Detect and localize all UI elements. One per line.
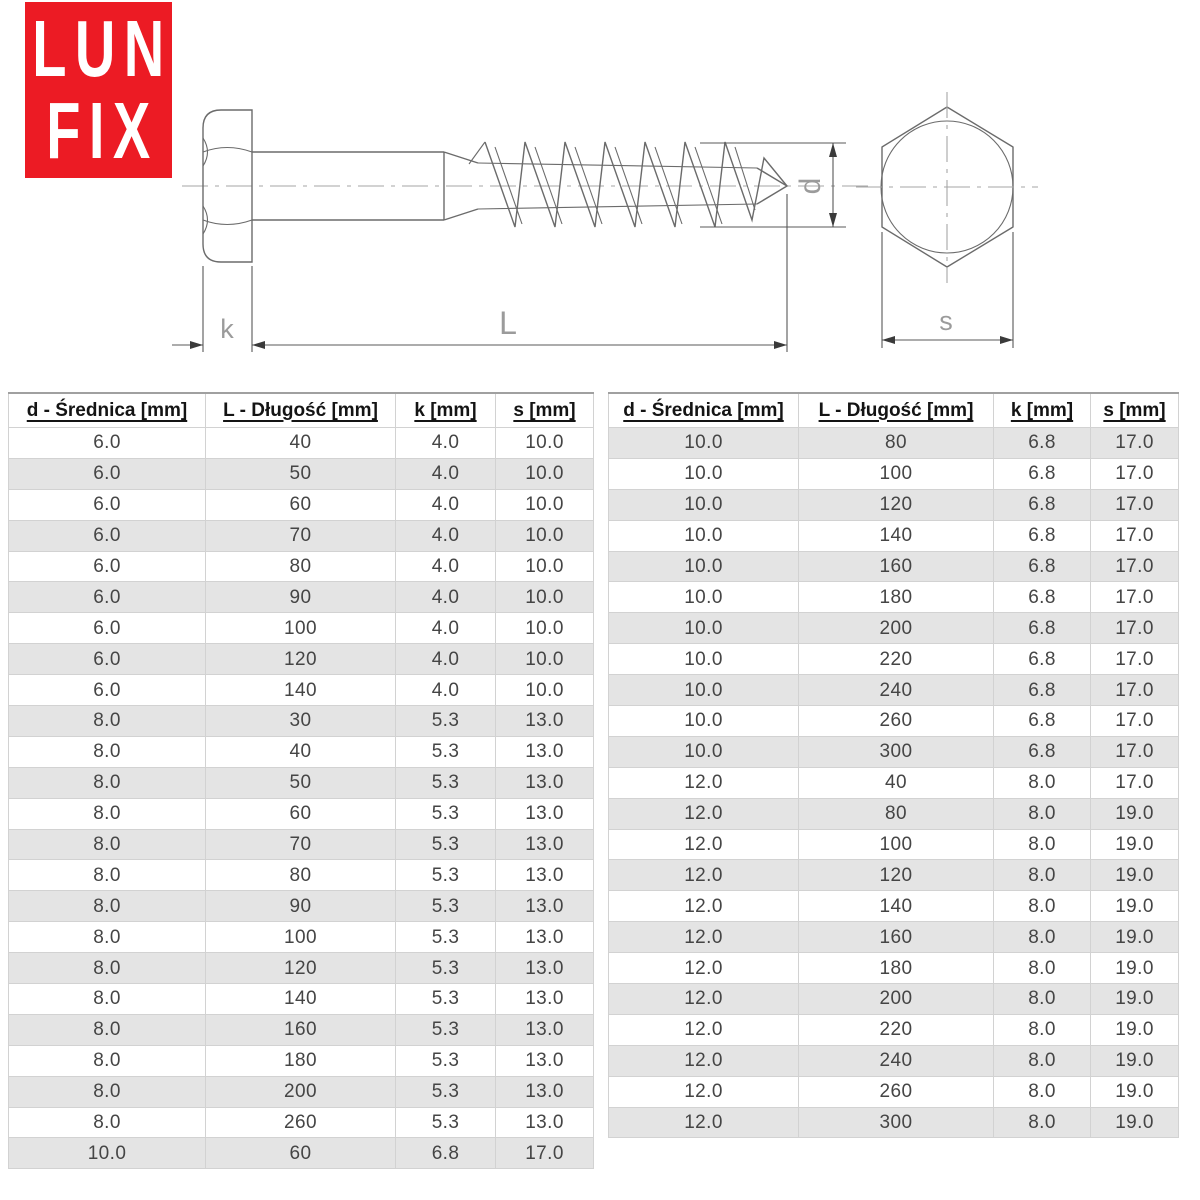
table-cell: 13.0 [496, 891, 594, 922]
table-cell: 6.8 [994, 551, 1091, 582]
table-cell: 6.0 [9, 644, 206, 675]
table-cell: 4.0 [396, 489, 496, 520]
dimension-label-L: L [499, 305, 517, 341]
table-cell: 6.8 [994, 736, 1091, 767]
table-cell: 8.0 [9, 798, 206, 829]
table-row [9, 520, 594, 551]
table-cell: 6.0 [9, 520, 206, 551]
table-cell: 140 [799, 891, 994, 922]
table-row [609, 829, 1179, 860]
table-row [609, 767, 1179, 798]
table-cell: 4.0 [396, 520, 496, 551]
table-cell: 100 [799, 829, 994, 860]
table-cell: 10.0 [609, 613, 799, 644]
table-cell: 12.0 [609, 1045, 799, 1076]
table-cell: 10.0 [496, 613, 594, 644]
table-cell: 160 [799, 551, 994, 582]
table-cell: 13.0 [496, 922, 594, 953]
table-row [609, 520, 1179, 551]
table-cell: 120 [206, 953, 396, 984]
table-row [9, 829, 594, 860]
table-cell: 5.3 [396, 736, 496, 767]
header-row [9, 393, 594, 428]
table-cell: 10.0 [609, 582, 799, 613]
table-row [9, 798, 594, 829]
table-cell: 10.0 [609, 458, 799, 489]
table-cell: 12.0 [609, 1107, 799, 1138]
table-cell: 8.0 [9, 1107, 206, 1138]
table-row [9, 582, 594, 613]
table-cell: 8.0 [994, 984, 1091, 1015]
table-row [9, 458, 594, 489]
table-cell: 10.0 [496, 551, 594, 582]
table-cell: 13.0 [496, 953, 594, 984]
table-cell: 19.0 [1091, 1045, 1179, 1076]
table-row [9, 1014, 594, 1045]
table-cell: 260 [206, 1107, 396, 1138]
table-cell: 8.0 [9, 953, 206, 984]
table-cell: 19.0 [1091, 829, 1179, 860]
table-cell: 17.0 [1091, 767, 1179, 798]
table-row [609, 613, 1179, 644]
table-cell: 6.8 [994, 644, 1091, 675]
table-cell: 17.0 [1091, 520, 1179, 551]
table-cell: 4.0 [396, 644, 496, 675]
table-cell: 8.0 [9, 1076, 206, 1107]
table-cell: 6.8 [994, 520, 1091, 551]
table-cell: 200 [799, 613, 994, 644]
column-header: d - Średnica [mm] [9, 393, 206, 428]
table-cell: 60 [206, 489, 396, 520]
dimension-label-k: k [220, 314, 234, 344]
column-header: k [mm] [994, 393, 1091, 428]
table-cell: 120 [206, 644, 396, 675]
table-cell: 13.0 [496, 1045, 594, 1076]
table-cell: 260 [799, 1076, 994, 1107]
table-cell: 4.0 [396, 675, 496, 706]
table-cell: 10.0 [609, 520, 799, 551]
table-cell: 10.0 [496, 644, 594, 675]
table-cell: 5.3 [396, 953, 496, 984]
table-row [609, 582, 1179, 613]
table-cell: 5.3 [396, 891, 496, 922]
table-row [609, 644, 1179, 675]
table-cell: 5.3 [396, 1076, 496, 1107]
table-row [609, 798, 1179, 829]
table-cell: 13.0 [496, 1014, 594, 1045]
table-cell: 4.0 [396, 613, 496, 644]
table-cell: 13.0 [496, 1076, 594, 1107]
table-row [9, 706, 594, 737]
table-cell: 19.0 [1091, 922, 1179, 953]
table-cell: 50 [206, 458, 396, 489]
table-cell: 80 [799, 798, 994, 829]
table-cell: 10.0 [496, 458, 594, 489]
table-cell: 10.0 [609, 489, 799, 520]
dimension-label-s: s [939, 306, 953, 336]
table-cell: 40 [206, 428, 396, 459]
table-cell: 12.0 [609, 860, 799, 891]
table-cell: 12.0 [609, 953, 799, 984]
table-cell: 8.0 [994, 1014, 1091, 1045]
table-cell: 8.0 [9, 984, 206, 1015]
table-cell: 17.0 [1091, 428, 1179, 459]
table-row [609, 428, 1179, 459]
table-row [609, 891, 1179, 922]
logo-line-2: FIX [46, 86, 159, 175]
table-cell: 6.8 [994, 613, 1091, 644]
table-row [609, 551, 1179, 582]
table-cell: 17.0 [1091, 706, 1179, 737]
table-cell: 100 [799, 458, 994, 489]
table-row [609, 953, 1179, 984]
table-cell: 12.0 [609, 1014, 799, 1045]
table-cell: 8.0 [9, 891, 206, 922]
table-row [609, 922, 1179, 953]
table-cell: 10.0 [496, 489, 594, 520]
table-row [9, 1045, 594, 1076]
table-cell: 17.0 [1091, 551, 1179, 582]
table-cell: 120 [799, 860, 994, 891]
table-row [609, 489, 1179, 520]
table-cell: 10.0 [496, 428, 594, 459]
table-cell: 200 [799, 984, 994, 1015]
table-cell: 6.0 [9, 582, 206, 613]
table-cell: 5.3 [396, 1045, 496, 1076]
column-header: L - Długość [mm] [799, 393, 994, 428]
table-row [609, 1076, 1179, 1107]
table-cell: 13.0 [496, 1107, 594, 1138]
column-header: s [mm] [496, 393, 594, 428]
table-cell: 13.0 [496, 860, 594, 891]
table-cell: 10.0 [609, 736, 799, 767]
table-row [9, 551, 594, 582]
table-cell: 6.0 [9, 489, 206, 520]
table-cell: 200 [206, 1076, 396, 1107]
table-cell: 13.0 [496, 706, 594, 737]
table-row [609, 458, 1179, 489]
table-cell: 10.0 [609, 706, 799, 737]
table-cell: 19.0 [1091, 984, 1179, 1015]
table-row [9, 613, 594, 644]
table-cell: 5.3 [396, 922, 496, 953]
table-cell: 70 [206, 829, 396, 860]
table-cell: 6.8 [994, 675, 1091, 706]
table-cell: 8.0 [9, 706, 206, 737]
table-cell: 13.0 [496, 798, 594, 829]
table-cell: 19.0 [1091, 953, 1179, 984]
table-cell: 60 [206, 1138, 396, 1169]
table-cell: 4.0 [396, 551, 496, 582]
table-cell: 5.3 [396, 767, 496, 798]
table-row [9, 736, 594, 767]
table-cell: 10.0 [496, 520, 594, 551]
table-cell: 80 [206, 860, 396, 891]
table-cell: 12.0 [609, 767, 799, 798]
table-cell: 5.3 [396, 1014, 496, 1045]
table-cell: 12.0 [609, 984, 799, 1015]
screw-shank-and-thread [252, 142, 787, 227]
table-cell: 180 [206, 1045, 396, 1076]
table-cell: 140 [799, 520, 994, 551]
table-cell: 12.0 [609, 798, 799, 829]
table-cell: 10.0 [609, 551, 799, 582]
table-cell: 19.0 [1091, 798, 1179, 829]
table-cell: 19.0 [1091, 1107, 1179, 1138]
table-cell: 8.0 [9, 736, 206, 767]
table-cell: 8.0 [994, 829, 1091, 860]
header-row [609, 393, 1179, 428]
table-cell: 17.0 [1091, 644, 1179, 675]
table-cell: 260 [799, 706, 994, 737]
table-cell: 17.0 [1091, 675, 1179, 706]
table-row [609, 706, 1179, 737]
table-cell: 13.0 [496, 736, 594, 767]
table-cell: 17.0 [1091, 613, 1179, 644]
table-cell: 6.8 [994, 582, 1091, 613]
table-row [609, 675, 1179, 706]
table-row [609, 984, 1179, 1015]
table-cell: 30 [206, 706, 396, 737]
screw-technical-drawing [0, 0, 1200, 385]
table-cell: 8.0 [9, 922, 206, 953]
table-cell: 17.0 [496, 1138, 594, 1169]
column-header: L - Długość [mm] [206, 393, 396, 428]
dimension-k [172, 266, 252, 352]
table-cell: 40 [799, 767, 994, 798]
table-cell: 8.0 [994, 1045, 1091, 1076]
table-cell: 70 [206, 520, 396, 551]
table-cell: 8.0 [994, 953, 1091, 984]
table-cell: 10.0 [9, 1138, 206, 1169]
table-cell: 19.0 [1091, 860, 1179, 891]
table-cell: 17.0 [1091, 736, 1179, 767]
table-row [9, 1138, 594, 1169]
screw-head-end-view [856, 92, 1038, 283]
table-cell: 220 [799, 644, 994, 675]
table-cell: 12.0 [609, 829, 799, 860]
table-cell: 240 [799, 1045, 994, 1076]
table-cell: 6.0 [9, 458, 206, 489]
table-cell: 180 [799, 582, 994, 613]
table-cell: 10.0 [496, 675, 594, 706]
table-cell: 8.0 [994, 767, 1091, 798]
table-cell: 40 [206, 736, 396, 767]
table-cell: 8.0 [9, 767, 206, 798]
table-cell: 140 [206, 984, 396, 1015]
table-cell: 6.0 [9, 551, 206, 582]
table-row [609, 860, 1179, 891]
dimension-d [700, 143, 846, 227]
table-cell: 220 [799, 1014, 994, 1045]
table-cell: 300 [799, 1107, 994, 1138]
table-cell: 100 [206, 613, 396, 644]
table-cell: 17.0 [1091, 489, 1179, 520]
table-cell: 6.8 [994, 489, 1091, 520]
table-row [9, 489, 594, 520]
table-cell: 13.0 [496, 829, 594, 860]
spec-table-left [8, 392, 594, 1169]
table-cell: 5.3 [396, 798, 496, 829]
table-cell: 300 [799, 736, 994, 767]
table-cell: 6.8 [396, 1138, 496, 1169]
table-row [609, 1107, 1179, 1138]
table-cell: 19.0 [1091, 891, 1179, 922]
table-cell: 6.8 [994, 458, 1091, 489]
table-cell: 12.0 [609, 922, 799, 953]
table-cell: 8.0 [994, 1076, 1091, 1107]
table-cell: 8.0 [994, 798, 1091, 829]
table-row [9, 675, 594, 706]
table-row [609, 1045, 1179, 1076]
table-row [609, 736, 1179, 767]
table-cell: 60 [206, 798, 396, 829]
table-cell: 10.0 [609, 644, 799, 675]
table-cell: 100 [206, 922, 396, 953]
table-cell: 50 [206, 767, 396, 798]
table-cell: 8.0 [994, 860, 1091, 891]
table-cell: 5.3 [396, 829, 496, 860]
table-cell: 5.3 [396, 1107, 496, 1138]
table-cell: 5.3 [396, 860, 496, 891]
table-row [9, 644, 594, 675]
table-cell: 13.0 [496, 984, 594, 1015]
table-cell: 140 [206, 675, 396, 706]
table-cell: 19.0 [1091, 1076, 1179, 1107]
table-cell: 8.0 [9, 860, 206, 891]
table-row [9, 984, 594, 1015]
logo-line-1: LUN [32, 4, 173, 93]
table-cell: 8.0 [994, 1107, 1091, 1138]
table-cell: 8.0 [9, 1045, 206, 1076]
table-cell: 80 [799, 428, 994, 459]
table-row [9, 891, 594, 922]
table-row [9, 1076, 594, 1107]
table-cell: 90 [206, 891, 396, 922]
table-cell: 12.0 [609, 891, 799, 922]
table-row [9, 860, 594, 891]
table-cell: 6.8 [994, 428, 1091, 459]
column-header: d - Średnica [mm] [609, 393, 799, 428]
table-row [9, 428, 594, 459]
table-cell: 160 [206, 1014, 396, 1045]
table-cell: 8.0 [9, 1014, 206, 1045]
table-row [9, 922, 594, 953]
table-cell: 6.8 [994, 706, 1091, 737]
table-cell: 8.0 [994, 922, 1091, 953]
table-cell: 17.0 [1091, 582, 1179, 613]
table-row [9, 953, 594, 984]
table-cell: 90 [206, 582, 396, 613]
table-cell: 160 [799, 922, 994, 953]
table-cell: 240 [799, 675, 994, 706]
table-cell: 80 [206, 551, 396, 582]
table-cell: 180 [799, 953, 994, 984]
table-row [9, 1107, 594, 1138]
table-cell: 6.0 [9, 675, 206, 706]
table-cell: 13.0 [496, 767, 594, 798]
table-cell: 120 [799, 489, 994, 520]
table-cell: 6.0 [9, 613, 206, 644]
table-row [609, 1014, 1179, 1045]
table-cell: 6.0 [9, 428, 206, 459]
table-cell: 19.0 [1091, 1014, 1179, 1045]
table-cell: 8.0 [9, 829, 206, 860]
table-cell: 8.0 [994, 891, 1091, 922]
table-cell: 5.3 [396, 984, 496, 1015]
table-cell: 5.3 [396, 706, 496, 737]
spec-table-right [608, 392, 1179, 1138]
column-header: s [mm] [1091, 393, 1179, 428]
table-cell: 12.0 [609, 1076, 799, 1107]
table-cell: 4.0 [396, 582, 496, 613]
table-cell: 4.0 [396, 458, 496, 489]
table-cell: 17.0 [1091, 458, 1179, 489]
table-cell: 10.0 [496, 582, 594, 613]
table-row [9, 767, 594, 798]
column-header: k [mm] [396, 393, 496, 428]
table-cell: 10.0 [609, 675, 799, 706]
table-cell: 10.0 [609, 428, 799, 459]
dimension-label-d: d [794, 177, 827, 195]
table-cell: 4.0 [396, 428, 496, 459]
